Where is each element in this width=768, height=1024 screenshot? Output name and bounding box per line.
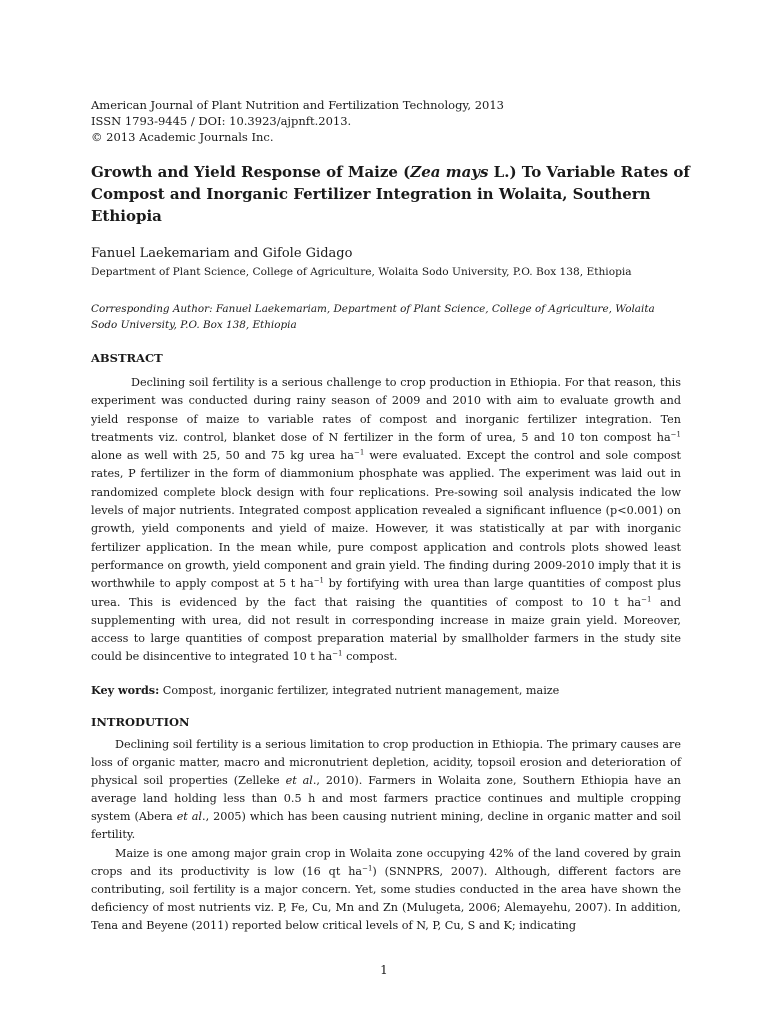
author-affiliation: Department of Plant Science, College of Agriculture, Wolaita Sodo University, P.O. Box 138, Ethiopia — [91, 266, 632, 278]
intro-text: Maize is one among major grain crop in Wolaita zone occupying 42% of the land covered by grain crops and its productivity is low (16 qt ha — [91, 846, 681, 878]
paper-authors: Fanuel Laekemariam and Gifole Gidago — [91, 246, 353, 261]
abstract-heading: ABSTRACT — [91, 351, 163, 365]
paper-title — [91, 161, 691, 227]
journal-header — [91, 97, 691, 145]
corresponding-author: Corresponding Author: Fanuel Laekemariam, Department of Plant Science, College of Agriculture, Wolaita Sodo University, P.O. Box 138, Ethiopia — [91, 303, 655, 331]
intro-text: ., 2005) which has been causing nutrient mining, decline in organic matter and soil fertility. — [91, 810, 681, 842]
intro-paragraph-1 — [91, 736, 681, 845]
journal-copyright: © 2013 Academic Journals Inc. — [91, 130, 274, 144]
abstract-text-5: and supplementing with urea, did not result in corresponding increase in maize grain yield. Moreover, access to large quantities of compost preparation material by smallholder farmers in the study site could be disincentive to integrated 10 t ha — [91, 595, 682, 664]
title-part1: Growth and Yield Response of Maize ( — [91, 163, 411, 181]
title-part2: L.) To Variable Rates of Compost and Inorganic Fertilizer Integration in Wolaita, Southern Ethiopia — [91, 163, 690, 225]
et-al: et al — [285, 774, 313, 788]
abstract-text-6: compost. — [342, 650, 398, 664]
intro-paragraph-2 — [91, 845, 681, 935]
intro-text: Declining soil fertility is a serious limitation to crop production in Ethiopia. The primary causes are loss of organic matter, macro and micronutrient depletion, acidity, topsoil erosion and deterioration of physical soil properties (Zelleke — [91, 738, 681, 788]
unit-exponent: −1 — [362, 863, 373, 872]
journal-name: American Journal of Plant Nutrition and Fertilization Technology, 2013 — [91, 98, 504, 112]
introduction-body — [91, 736, 681, 935]
intro-text: ) (SNNPRS, 2007). Although, different factors are contributing, soil fertility is a major concern. Yet, some studies conducted in the area have shown the deficiency of most nutrients viz. P, Fe, Cu, Mn and Zn (Mulugeta, 2006; Alemayehu, 2007). In addition, Tena and Beyene (2011) reported below critical levels of N, P, Cu, S and K; indicating — [91, 864, 681, 932]
abstract-text-2: alone as well with 25, 50 and 75 kg urea ha — [91, 449, 354, 463]
abstract-text-1: Declining soil fertility is a serious challenge to crop production in Ethiopia. For that reason, this experiment was conducted during rainy season of 2009 and 2010 with aim to evaluate growth and yield response of maize to variable rates of compost and inorganic fertilizer integration. Ten treatments viz. control, blanket dose of N fertilizer in the form of urea, 5 and 10 ton compost ha — [91, 376, 681, 444]
title-species: Zea mays — [410, 163, 489, 181]
unit-exponent: −1 — [670, 430, 681, 439]
keywords-label: Key words: — [91, 683, 160, 697]
et-al: et al — [176, 810, 203, 824]
abstract-text-3: were evaluated. Except the control and sole compost rates, P fertilizer in the form of diammonium phosphate was applied. The experiment was laid out in randomized complete block design with four replications. Pre-sowing soil analysis indicated the low levels of major nutrients. Integrated compost application revealed a significant influence (p<0.001) on growth, yield components and yield of maize. However, it was statistically at par with inorganic fertilizer application. In the mean while, pure compost application and controls plots showed least performance on growth, yield component and grain yield. The finding during 2009-2010 imply that it is worthwhile to apply compost at 5 t ha — [91, 449, 681, 591]
unit-exponent: −1 — [313, 576, 325, 585]
intro-text: ., 2010). Farmers in Wolaita zone, Southern Ethiopia have an average land holding less than 0.5 h and most farmers practice continues and multiple cropping system (Abera — [91, 774, 682, 824]
keywords-text: Compost, inorganic fertilizer, integrated nutrient management, maize — [159, 684, 560, 697]
unit-exponent: −1 — [332, 649, 343, 658]
abstract-body — [91, 374, 681, 667]
unit-exponent: −1 — [353, 448, 365, 457]
introduction-heading: INTRODUTION — [91, 715, 190, 729]
unit-exponent: −1 — [641, 594, 652, 603]
page-number: 1 — [380, 963, 388, 977]
keywords — [91, 681, 691, 700]
journal-issn-doi: ISSN 1793-9445 / DOI: 10.3923/ajpnft.2013. — [91, 114, 352, 128]
abstract-text-4: by fortifying with urea than large quantities of compost plus urea. This is evidenced by the fact that raising the quantities of compost to 10 t ha — [91, 577, 681, 609]
